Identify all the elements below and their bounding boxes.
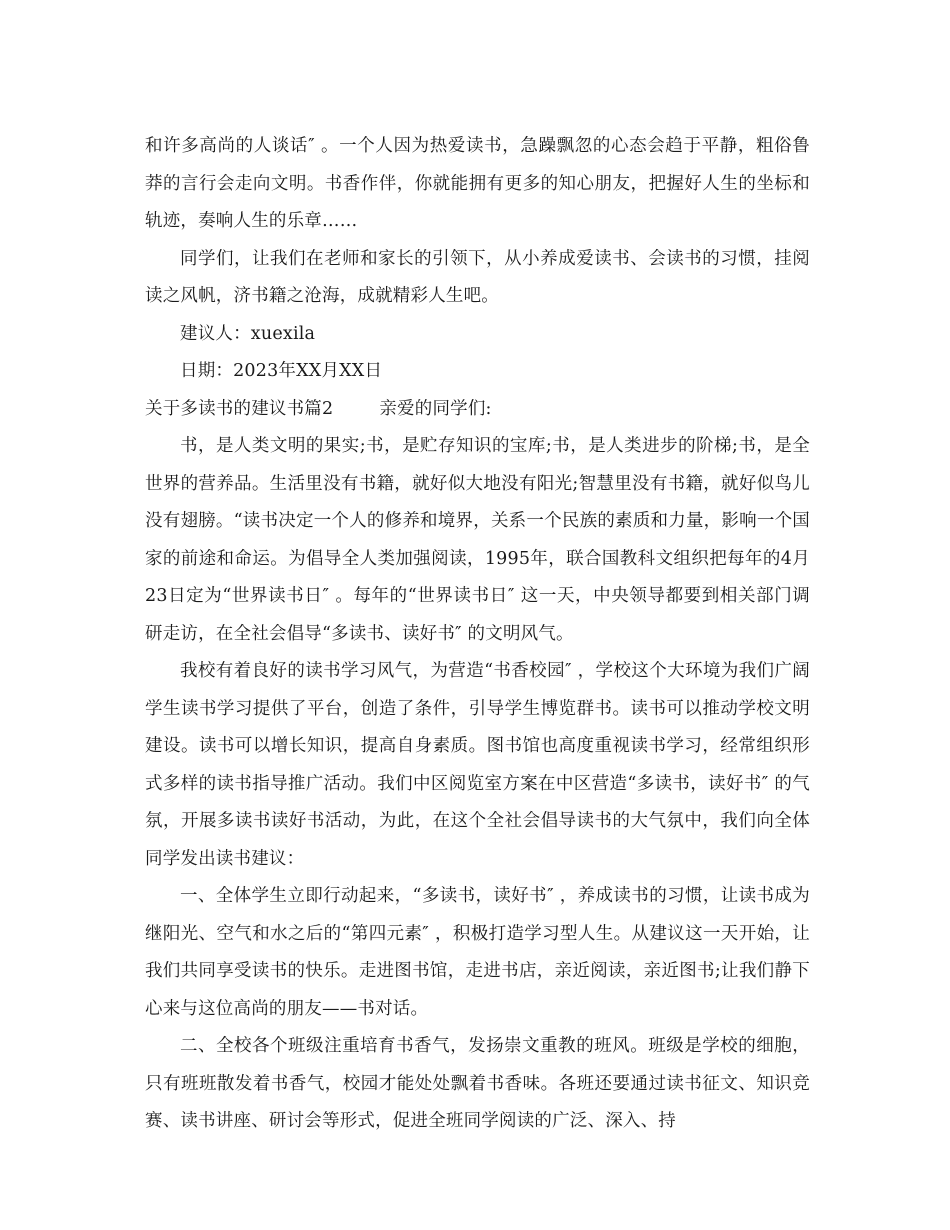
document-body [145, 128, 810, 1141]
section-heading-line [145, 391, 810, 429]
greeting: 亲爱的同学们: [379, 398, 492, 419]
paragraph-continued: 和许多高尚的人谈话″ 。一个人因为热爱读书，急躁飘忽的心态会趋于平静，粗俗鲁莽的言行会走向文明。书香作伴，你就能拥有更多的知心朋友，把握好人生的坐标和轨迹，奏响人生的乐章…… [145, 136, 810, 231]
paragraph-books-intro: 书，是人类文明的果实;书，是贮存知识的宝库;书，是人类进步的阶梯;书，是全世界的营养品。生活里没有书籍，就好似大地没有阳光;智慧里没有书籍，就好似鸟儿没有翅膀。“读书决定一个人的修养和境界，关系一个民族的素质和力量，影响一个国家的前途和命运。为倡导全人类加强阅读，1995年，联合国教科文组织把每年的4月23日定为“世界读书日″ 。每年的“世界读书日″ 这一天，中央领导都要到相关部门调研走访，在全社会倡导“多读书、读好书″ 的文明风气。 [145, 436, 810, 644]
date-line: 日期：2023年XX月XX日 [180, 361, 383, 381]
section-title: 关于多读书的建议书篇2 [145, 398, 334, 419]
paragraph-school-atmosphere: 我校有着良好的读书学习风气，为营造“书香校园″ ，学校这个大环境为我们广阔学生读书学习提供了平台，创造了条件，引导学生博览群书。读书可以推动学校文明建设。读书可以增长知识，提高自身素质。图书馆也高度重视读书学习，经常组织形式多样的读书指导推广活动。我们中区阅览室方案在中区营造“多读书，读好书″ 的气氛，开展多读书读好书活动，为此，在这个全社会倡导读书的大气氛中，我们向全体同学发出读书建议： [145, 661, 810, 869]
proposer-line: 建议人：xuexila [180, 323, 316, 344]
paragraph-proposal-one: 一、全体学生立即行动起来，“多读书，读好书″ ，养成读书的习惯，让读书成为继阳光、空气和水之后的“第四元素″ ，积极打造学习型人生。从建议这一天开始，让我们共同享受读书的快乐。走进图书馆，走进书店，亲近阅读，亲近图书;让我们静下心来与这位高尚的朋友——书对话。 [145, 886, 810, 1019]
paragraph-call-to-action: 同学们，让我们在老师和家长的引领下，从小养成爱读书、会读书的习惯，挂阅读之风帆，济书籍之沧海，成就精彩人生吧。 [145, 248, 810, 306]
paragraph-proposal-two: 二、全校各个班级注重培育书香气，发扬崇文重教的班风。班级是学校的细胞，只有班班散发着书香气，校园才能处处飘着书香味。各班还要通过读书征文、知识竞赛、读书讲座、研讨会等形式，促进全班同学阅读的广泛、深入、持 [145, 1036, 810, 1131]
